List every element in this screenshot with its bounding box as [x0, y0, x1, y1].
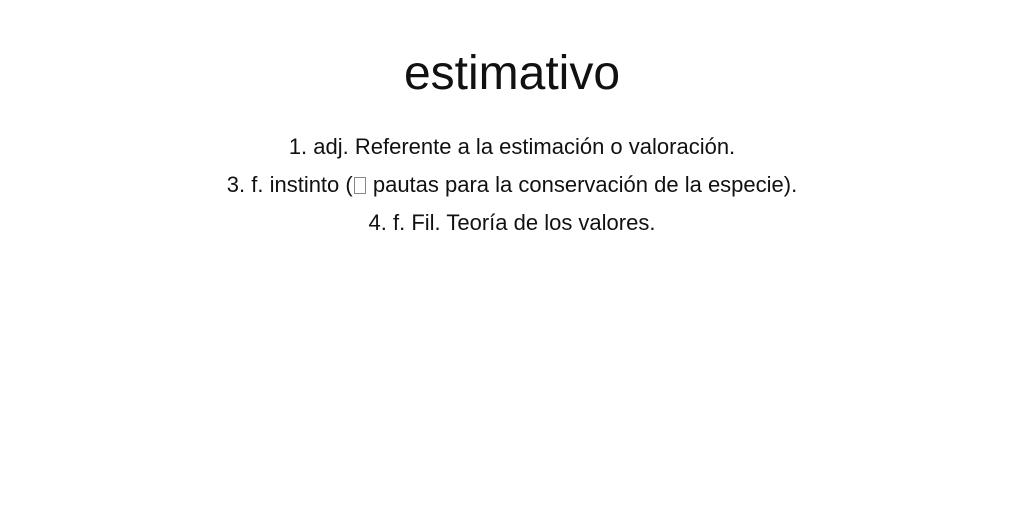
definition-item — [0, 128, 1024, 166]
definition-text-before: 3. f. instinto ( — [226, 172, 353, 197]
definition-text: 1. adj. Referente a la estimación o valoración. — [288, 134, 736, 159]
definition-item — [0, 166, 1024, 204]
definition-item — [0, 204, 1024, 242]
definition-text-after: pautas para la conservación de la especie). — [366, 172, 798, 197]
definition-list — [0, 128, 1024, 242]
headword-title: estimativo — [403, 47, 621, 100]
missing-glyph-icon — [354, 177, 366, 194]
definition-text: 4. f. Fil. Teoría de los valores. — [368, 210, 656, 235]
